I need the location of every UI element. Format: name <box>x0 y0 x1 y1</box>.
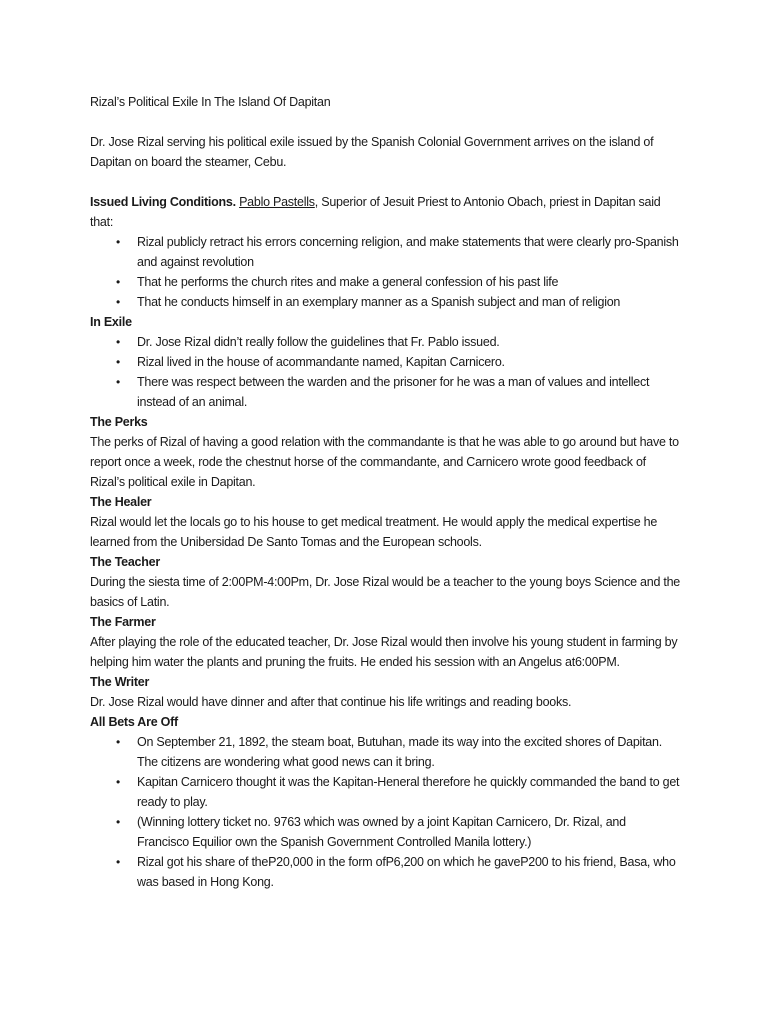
list-item <box>90 332 680 352</box>
list-item <box>90 232 680 272</box>
list-item-text: Rizal publicly retract his errors concerning religion, and make statements that were clearly pro-Spanish and against revolution <box>137 235 679 269</box>
document-title: Rizal’s Political Exile In The Island Of Dapitan <box>90 95 331 109</box>
bullet-icon: • <box>116 275 120 289</box>
list-item-text: Dr. Jose Rizal didn’t really follow the guidelines that Fr. Pablo issued. <box>137 335 500 349</box>
bullet-icon: • <box>116 855 120 869</box>
list-item-text: That he conducts himself in an exemplary manner as a Spanish subject and man of religion <box>137 295 621 309</box>
healer-paragraph: Rizal would let the locals go to his house to get medical treatment. He would apply the medical expertise he learned from the Unibersidad De Santo Tomas and the European schools. <box>90 515 658 549</box>
list-item-text: Kapitan Carnicero thought it was the Kapitan-Heneral therefore he quickly commanded the band to get ready to play. <box>137 775 680 809</box>
list-item-text: That he performs the church rites and make a general confession of his past life <box>137 275 559 289</box>
list-item <box>90 772 680 812</box>
healer-heading: The Healer <box>90 495 152 509</box>
list-item <box>90 272 680 292</box>
in-exile-heading: In Exile <box>90 315 132 329</box>
intro-paragraph: Dr. Jose Rizal serving his political exile issued by the Spanish Colonial Government arrives on the island of Dapitan on board the steamer, Cebu. <box>90 135 654 169</box>
bullet-icon: • <box>116 815 120 829</box>
bets-list <box>90 732 680 892</box>
list-item-text: There was respect between the warden and the prisoner for he was a man of values and intellect instead of an animal. <box>137 375 650 409</box>
farmer-paragraph: After playing the role of the educated teacher, Dr. Jose Rizal would then involve his young student in farming by helping him water the plants and pruning the fruits. He ended his session with an Angelus at6:00PM. <box>90 635 678 669</box>
in-exile-list <box>90 332 680 412</box>
list-item <box>90 852 680 892</box>
living-conditions-text: , Superior of Jesuit Priest to Antonio Obach, priest in Dapitan said that: <box>90 195 661 229</box>
bullet-icon: • <box>116 355 120 369</box>
writer-paragraph: Dr. Jose Rizal would have dinner and after that continue his life writings and reading books. <box>90 695 572 709</box>
list-item <box>90 812 680 852</box>
bullet-icon: • <box>116 235 120 249</box>
list-item <box>90 372 680 412</box>
list-item-text: Rizal got his share of theP20,000 in the form ofP6,200 on which he gaveP200 to his friend, Basa, who was based in Hong Kong. <box>137 855 676 889</box>
bullet-icon: • <box>116 775 120 789</box>
writer-heading: The Writer <box>90 675 150 689</box>
list-item <box>90 292 680 312</box>
bullet-icon: • <box>116 295 120 309</box>
living-conditions-list <box>90 232 680 312</box>
list-item <box>90 732 680 772</box>
bullet-icon: • <box>116 735 120 749</box>
living-conditions-paragraph <box>90 192 680 232</box>
living-conditions-heading: Issued Living Conditions. <box>90 195 236 209</box>
list-item-text: Rizal lived in the house of acommandante named, Kapitan Carnicero. <box>137 355 505 369</box>
bets-heading: All Bets Are Off <box>90 715 178 729</box>
pablo-pastells-link[interactable]: Pablo Pastells <box>239 195 315 209</box>
farmer-heading: The Farmer <box>90 615 156 629</box>
teacher-heading: The Teacher <box>90 555 160 569</box>
list-item-text: (Winning lottery ticket no. 9763 which was owned by a joint Kapitan Carnicero, Dr. Rizal, and Francisco Equilior own the Spanish Government Controlled Manila lottery.) <box>137 815 626 849</box>
bullet-icon: • <box>116 335 120 349</box>
teacher-paragraph: During the siesta time of 2:00PM-4:00Pm, Dr. Jose Rizal would be a teacher to the young boys Science and the basics of Latin. <box>90 575 681 609</box>
perks-paragraph: The perks of Rizal of having a good relation with the commandante is that he was able to go around but have to report once a week, rode the chestnut horse of the commandante, and Carnicero wrote good feedback of Rizal’s political exile in Dapitan. <box>90 435 679 489</box>
bullet-icon: • <box>116 375 120 389</box>
list-item <box>90 352 680 372</box>
list-item-text: On September 21, 1892, the steam boat, Butuhan, made its way into the excited shores of Dapitan. The citizens are wondering what good news can it bring. <box>137 735 662 769</box>
document-body <box>90 92 680 892</box>
perks-heading: The Perks <box>90 415 148 429</box>
